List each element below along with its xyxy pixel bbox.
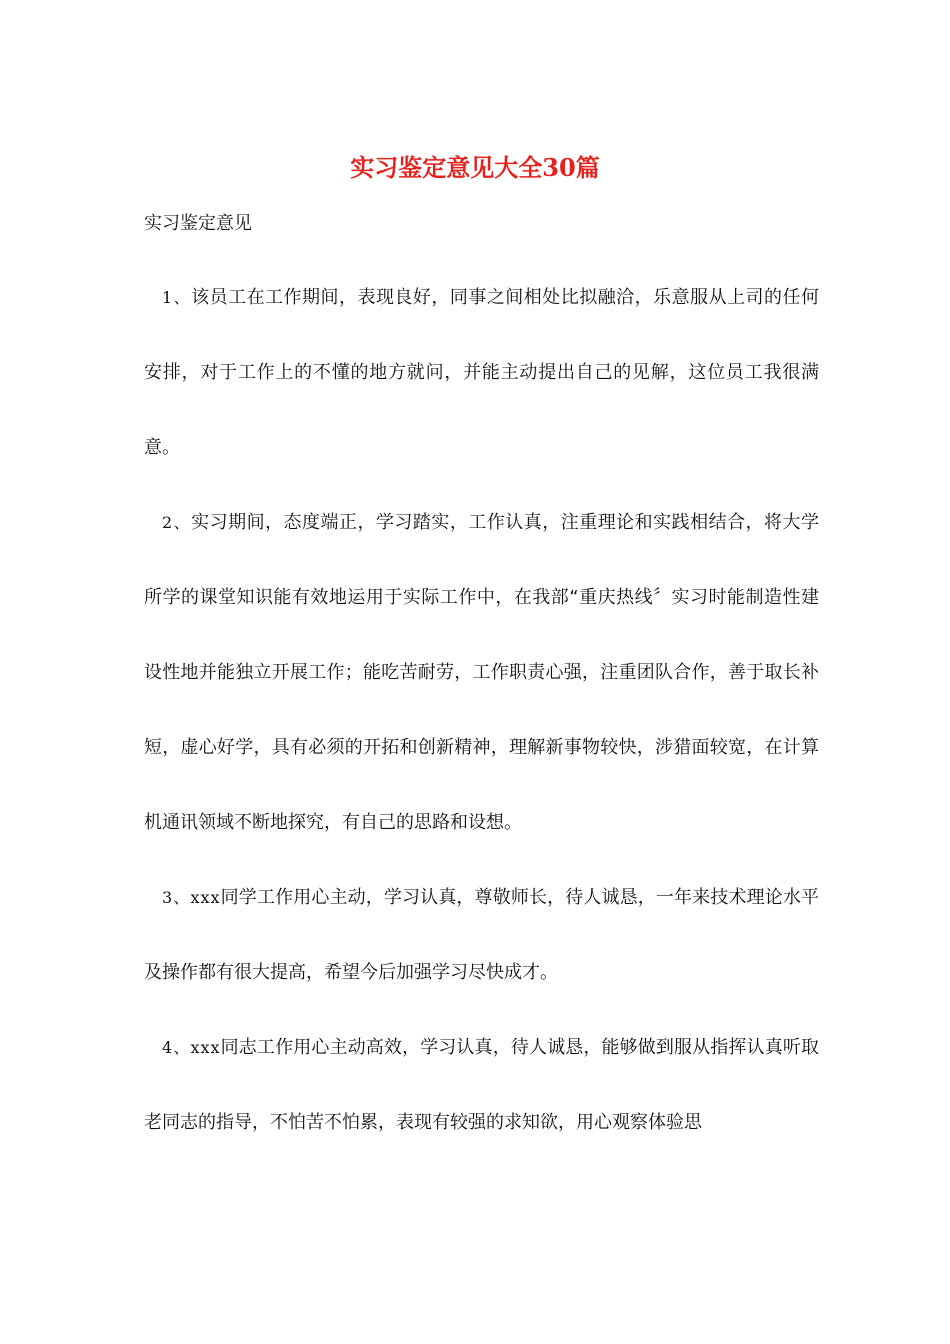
paragraph-number: 4、xxx xyxy=(162,1038,221,1057)
paragraph-4 xyxy=(144,1010,819,1160)
document-title: 实习鉴定意见大全30篇 xyxy=(350,153,600,182)
paragraph-1 xyxy=(144,260,819,485)
paragraph-3 xyxy=(144,860,819,1010)
paragraph-2 xyxy=(144,485,819,860)
paragraph-number: 2、 xyxy=(162,513,192,532)
paragraph-number: 3、xxx xyxy=(162,888,221,907)
paragraph-text: 同学工作用心主动，学习认真，尊敬师长，待人诚恳，一年来技术理论水平及操作都有很大提高，希望今后加强学习尽快成才。 xyxy=(144,887,819,983)
paragraph-number: 1、 xyxy=(162,288,192,307)
document-subtitle: 实习鉴定意见 xyxy=(144,213,252,234)
document-body xyxy=(144,260,819,1160)
paragraph-text: 实习期间，态度端正，学习踏实，工作认真，注重理论和实践相结合，将大学所学的课堂知识能有效地运用于实际工作中，在我部“重庆热线〞实习时能制造性建设性地并能独立开展工作；能吃苦耐劳，工作职责心强，注重团队合作，善于取长补短，虚心好学，具有必须的开拓和创新精神，理解新事物较快，涉猎面较宽，在计算机通讯领域不断地探究，有自己的思路和设想。 xyxy=(144,512,819,833)
paragraph-text: 该员工在工作期间，表现良好，同事之间相处比拟融洽，乐意服从上司的任何安排，对于工作上的不懂的地方就问，并能主动提出自己的见解，这位员工我很满意。 xyxy=(144,287,819,458)
paragraph-text: 同志工作用心主动高效，学习认真，待人诚恳，能够做到服从指挥认真听取老同志的指导，不怕苦不怕累，表现有较强的求知欲，用心观察体验思 xyxy=(144,1037,819,1133)
